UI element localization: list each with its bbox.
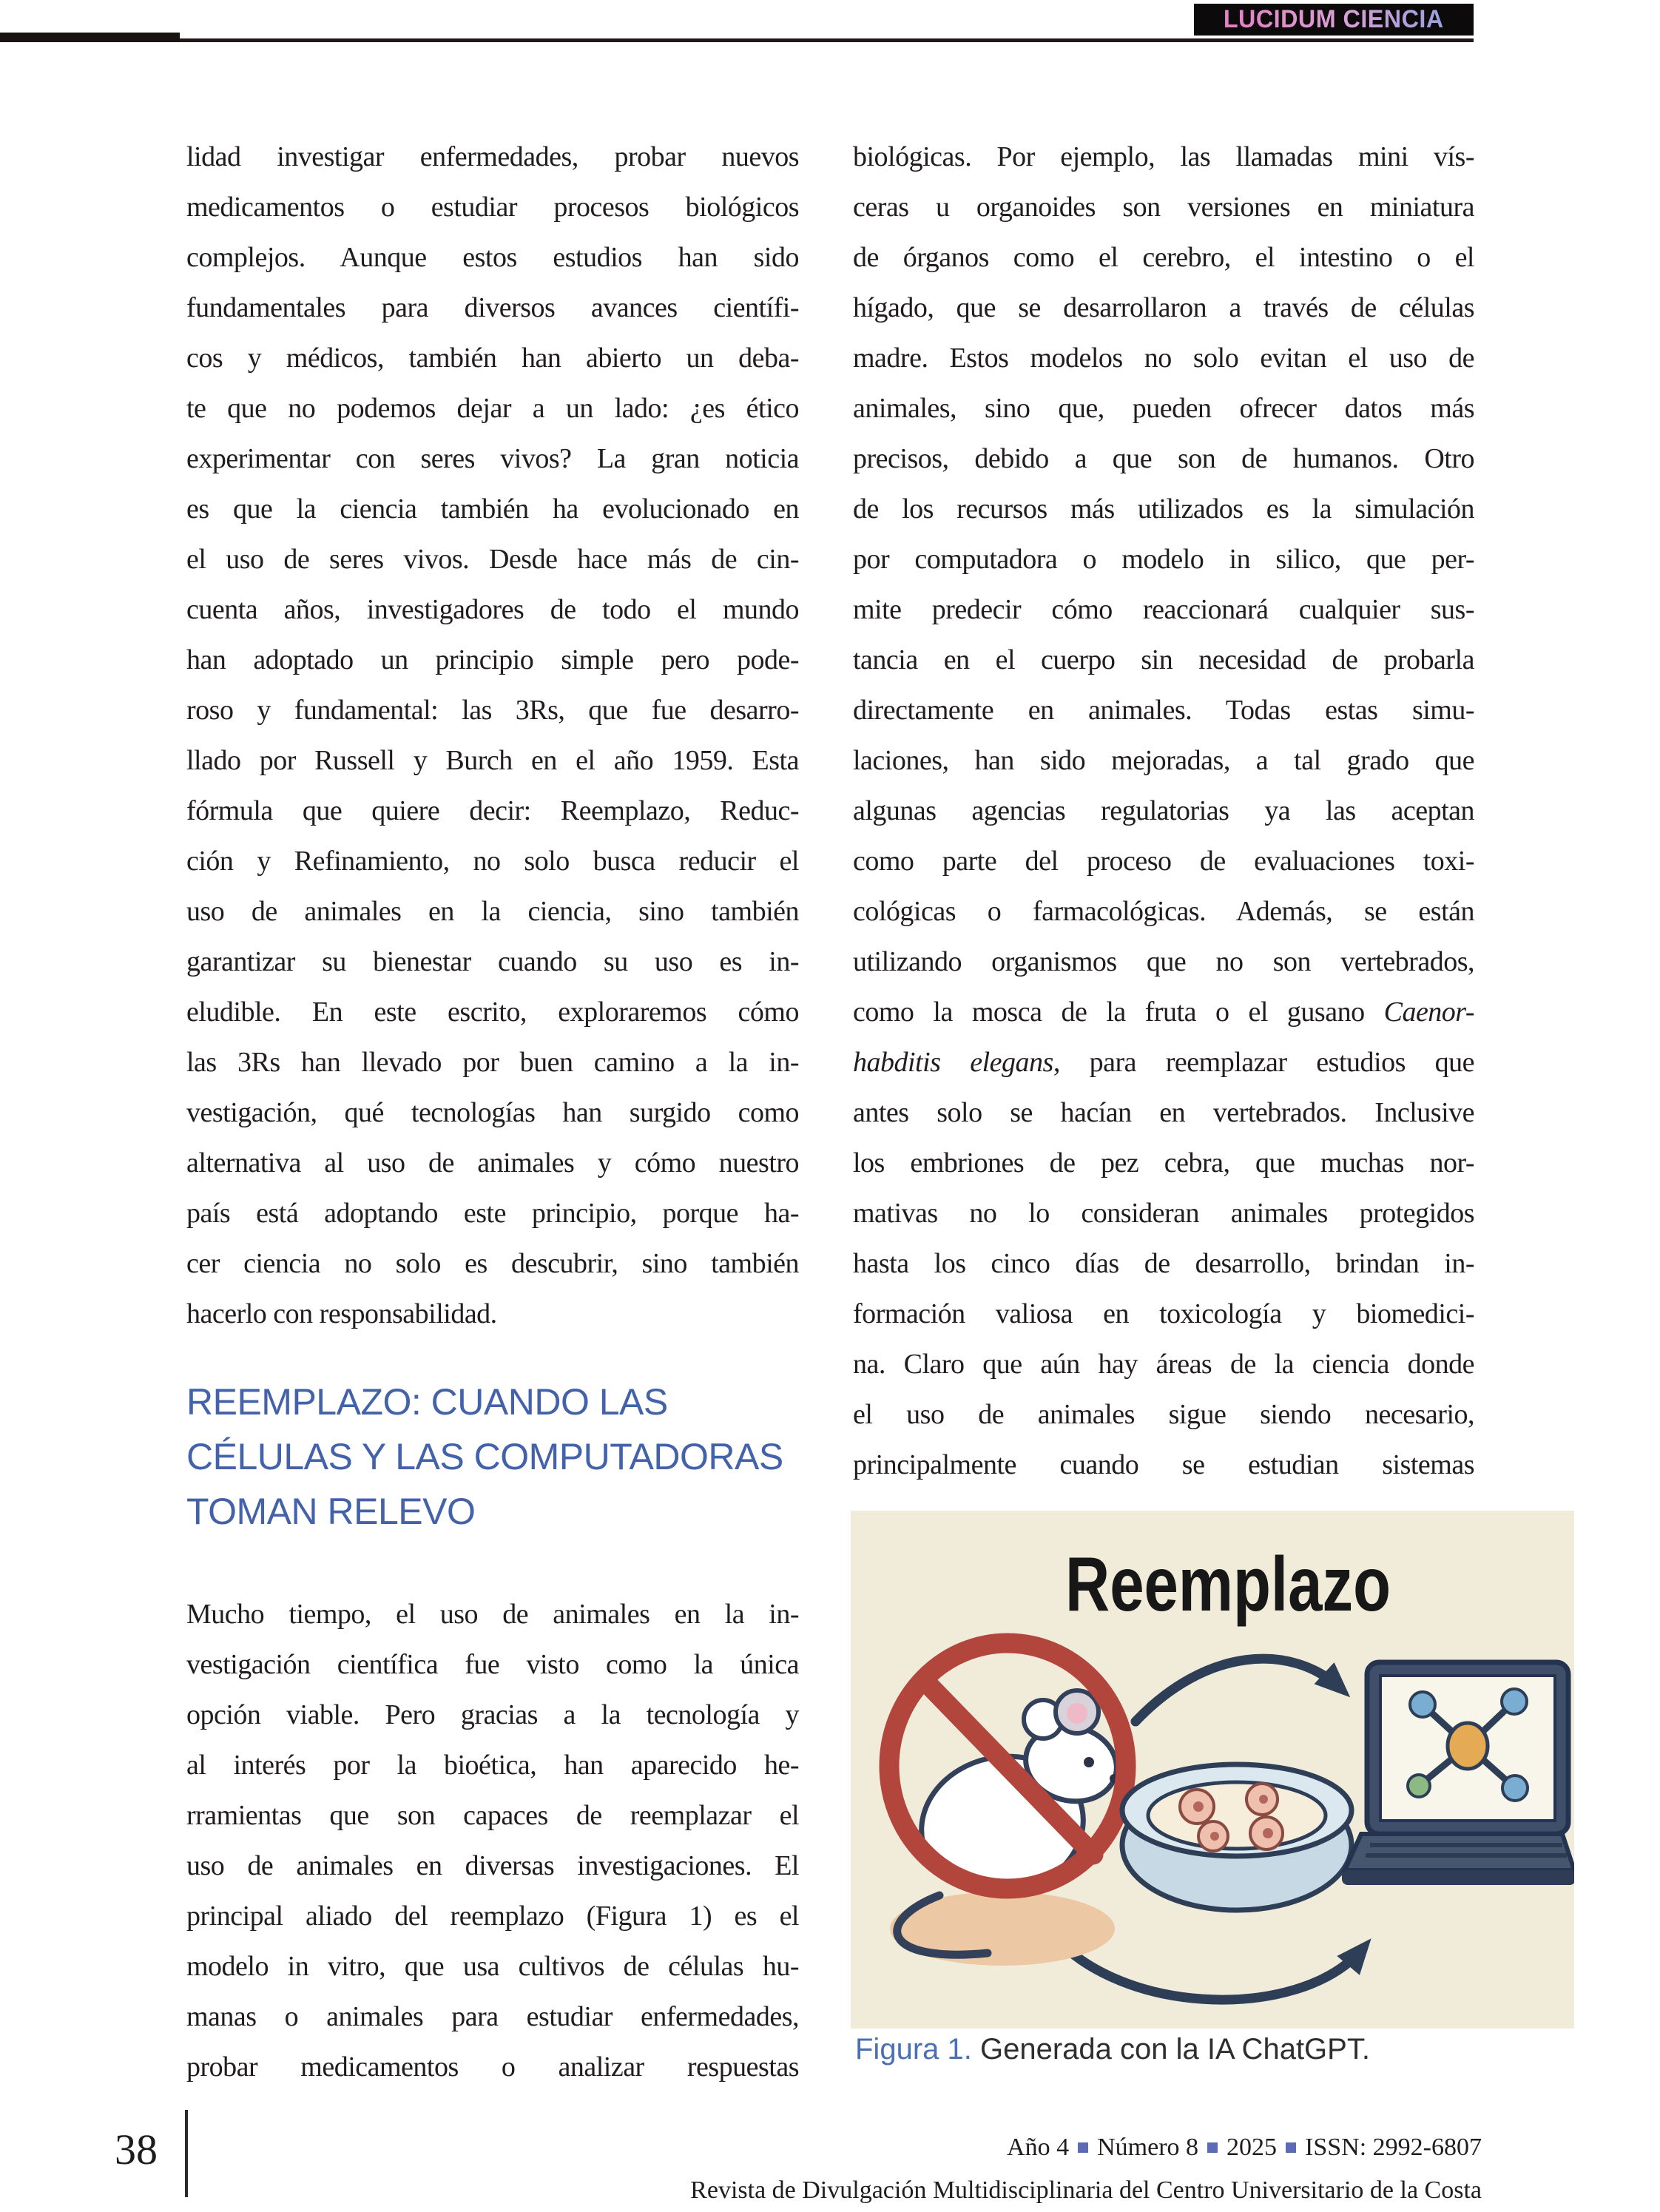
text-line: de los recursos más utilizados es la simulación <box>853 493 1474 525</box>
footer-issue-info <box>666 2134 1482 2162</box>
footer-meta-part: 2025 <box>1227 2134 1278 2161</box>
mouse-eye <box>1084 1757 1094 1767</box>
figure-caption-text: Generada con la IA ChatGPT. <box>979 2033 1370 2066</box>
text-line: animales, sino que, pueden ofrecer datos más <box>853 393 1474 424</box>
text-line: precisos, debido a que son de humanos. Otro <box>853 443 1474 474</box>
reemplazo-illustration <box>851 1511 1574 2029</box>
text-line: medicamentos o estudiar procesos biológicos <box>186 192 799 223</box>
text-line: probar medicamentos o analizar respuestas <box>186 2051 799 2083</box>
footer-meta-part: ISSN: 2992-6807 <box>1305 2134 1482 2161</box>
text-line: madre. Estos modelos no solo evitan el uso de <box>853 343 1474 374</box>
text-line: han adoptado un principio simple pero pode- <box>186 644 799 675</box>
text-line: REEMPLAZO: CUANDO LAS <box>186 1381 668 1423</box>
no-animal-testing-icon <box>889 1643 1126 1966</box>
text-line: directamente en animales. Todas estas simu- <box>853 695 1474 726</box>
separator-square-icon <box>1078 2142 1088 2153</box>
figure-1-image <box>851 1511 1574 2029</box>
text-line: principal aliado del reemplazo (Figura 1) es el <box>186 1901 799 1932</box>
section-heading <box>186 1375 799 1539</box>
molecule-center-node <box>1448 1723 1488 1769</box>
text-line: uso de animales en diversas investigaciones. El <box>186 1850 799 1881</box>
text-line: antes solo se hacían en vertebrados. Inclusive <box>853 1097 1474 1128</box>
figure-caption-label: Figura 1. <box>855 2033 972 2066</box>
paragraph-right <box>853 132 1474 1490</box>
magazine-logo <box>1194 4 1474 36</box>
text-line: el uso de seres vivos. Desde hace más de cin- <box>186 544 799 575</box>
laptop-keyboard <box>1345 1834 1574 1870</box>
separator-square-icon <box>1286 2142 1296 2153</box>
mouse-ear-inner <box>1067 1703 1087 1724</box>
text-line: hasta los cinco días de desarrollo, brindan in- <box>853 1248 1474 1279</box>
text-line: por computadora o modelo in silico, que per- <box>853 544 1474 575</box>
text-line: vestigación científica fue visto como la única <box>186 1649 799 1680</box>
text-line: como parte del proceso de evaluaciones toxi- <box>853 846 1474 877</box>
text-line: complejos. Aunque estos estudios han sido <box>186 242 799 273</box>
text-line: al interés por la bioética, han aparecido he- <box>186 1750 799 1781</box>
text-line: alternativa al uso de animales y cómo nuestro <box>186 1147 799 1179</box>
text-line: manas o animales para estudiar enfermedades, <box>186 2001 799 2032</box>
text-line: laciones, han sido mejoradas, a tal grado que <box>853 745 1474 776</box>
text-line: uso de animales en la ciencia, sino también <box>186 896 799 927</box>
text-line: eludible. En este escrito, exploraremos cómo <box>186 997 799 1028</box>
text-line: mite predecir cómo reaccionará cualquier sus- <box>853 594 1474 625</box>
left-column <box>186 132 799 2092</box>
text-line: cológicas o farmacológicas. Además, se están <box>853 896 1474 927</box>
header-rule-thick <box>0 33 180 42</box>
text-line: mativas no lo consideran animales protegidos <box>853 1198 1474 1229</box>
text-line: TOMAN RELEVO <box>186 1491 476 1532</box>
paragraph-reemplazo <box>186 1589 799 2092</box>
text-line: hacerlo con responsabilidad. <box>186 1298 497 1329</box>
text-line: principalmente cuando se estudian sistemas <box>853 1449 1474 1480</box>
text-line: vestigación, qué tecnologías han surgido como <box>186 1097 799 1128</box>
laptop-base <box>1342 1870 1574 1885</box>
text-line: experimentar con seres vivos? La gran noticia <box>186 443 799 474</box>
text-line: las 3Rs han llevado por buen camino a la in- <box>186 1047 799 1078</box>
page-number: 38 <box>115 2125 158 2174</box>
text-line: llado por Russell y Burch en el año 1959. Esta <box>186 745 799 776</box>
text-line: hígado, que se desarrollaron a través de células <box>853 292 1474 323</box>
text-line: país está adoptando este principio, porque ha- <box>186 1198 799 1229</box>
footer-meta-part: Año 4 <box>1007 2134 1070 2161</box>
text-line: rramientas que son capaces de reemplazar el <box>186 1800 799 1831</box>
text-line: na. Claro que aún hay áreas de la ciencia donde <box>853 1349 1474 1380</box>
page-number-divider <box>185 2110 188 2197</box>
footer-journal-name: Revista de Divulgación Multidisciplinaria del Centro Universitario de la Costa <box>690 2176 1482 2204</box>
text-line: formación valiosa en toxicología y biomedici- <box>853 1298 1474 1329</box>
text-line: garantizar su bienestar cuando su uso es in- <box>186 946 799 977</box>
arrow-top-icon <box>1136 1659 1340 1722</box>
laptop-molecule-icon <box>1342 1662 1574 1885</box>
text-line: habditis elegans, para reemplazar estudios que <box>853 1047 1474 1078</box>
text-line: de órganos como el cerebro, el intestino o el <box>853 242 1474 273</box>
paragraph-continuation <box>186 132 799 1339</box>
text-line: es que la ciencia también ha evolucionado en <box>186 493 799 525</box>
magazine-logo-text: LUCIDUM CIENCIA <box>1224 5 1444 33</box>
text-line: roso y fundamental: las 3Rs, que fue desarro- <box>186 695 799 726</box>
text-line: fundamentales para diversos avances científi- <box>186 292 799 323</box>
text-line: CÉLULAS Y LAS COMPUTADORAS <box>186 1436 783 1477</box>
text-line: Mucho tiempo, el uso de animales en la in- <box>186 1599 799 1630</box>
text-line: cuenta años, investigadores de todo el mundo <box>186 594 799 625</box>
separator-square-icon <box>1207 2142 1218 2153</box>
figure-title: Reemplazo <box>1065 1542 1391 1628</box>
footer-meta-part: Número 8 <box>1097 2134 1199 2161</box>
text-line: ción y Refinamiento, no solo busca reducir el <box>186 846 799 877</box>
header-rule-thin <box>180 38 1474 42</box>
text-line: lidad investigar enfermedades, probar nuevos <box>186 141 799 172</box>
text-line: cer ciencia no solo es descubrir, sino también <box>186 1248 799 1279</box>
text-line: biológicas. Por ejemplo, las llamadas mini vís- <box>853 141 1474 172</box>
text-line: tancia en el cuerpo sin necesidad de probarla <box>853 644 1474 675</box>
text-line: los embriones de pez cebra, que muchas nor- <box>853 1147 1474 1179</box>
text-line: modelo in vitro, que usa cultivos de células hu- <box>186 1951 799 1982</box>
text-line: te que no podemos dejar a un lado: ¿es ético <box>186 393 799 424</box>
text-line: el uso de animales sigue siendo necesario, <box>853 1399 1474 1430</box>
text-line: ceras u organoides son versiones en miniatura <box>853 192 1474 223</box>
text-line: utilizando organismos que no son vertebrados, <box>853 946 1474 977</box>
right-column <box>853 132 1474 1490</box>
text-line: como la mosca de la fruta o el gusano Caenor- <box>853 997 1474 1028</box>
text-line: fórmula que quiere decir: Reemplazo, Reduc- <box>186 795 799 826</box>
text-line: cos y médicos, también han abierto un deba- <box>186 343 799 374</box>
text-line: algunas agencias regulatorias ya las aceptan <box>853 795 1474 826</box>
petri-dish-icon <box>1122 1764 1352 1910</box>
figure-caption <box>855 2033 1580 2066</box>
text-line: opción viable. Pero gracias a la tecnología y <box>186 1699 799 1730</box>
